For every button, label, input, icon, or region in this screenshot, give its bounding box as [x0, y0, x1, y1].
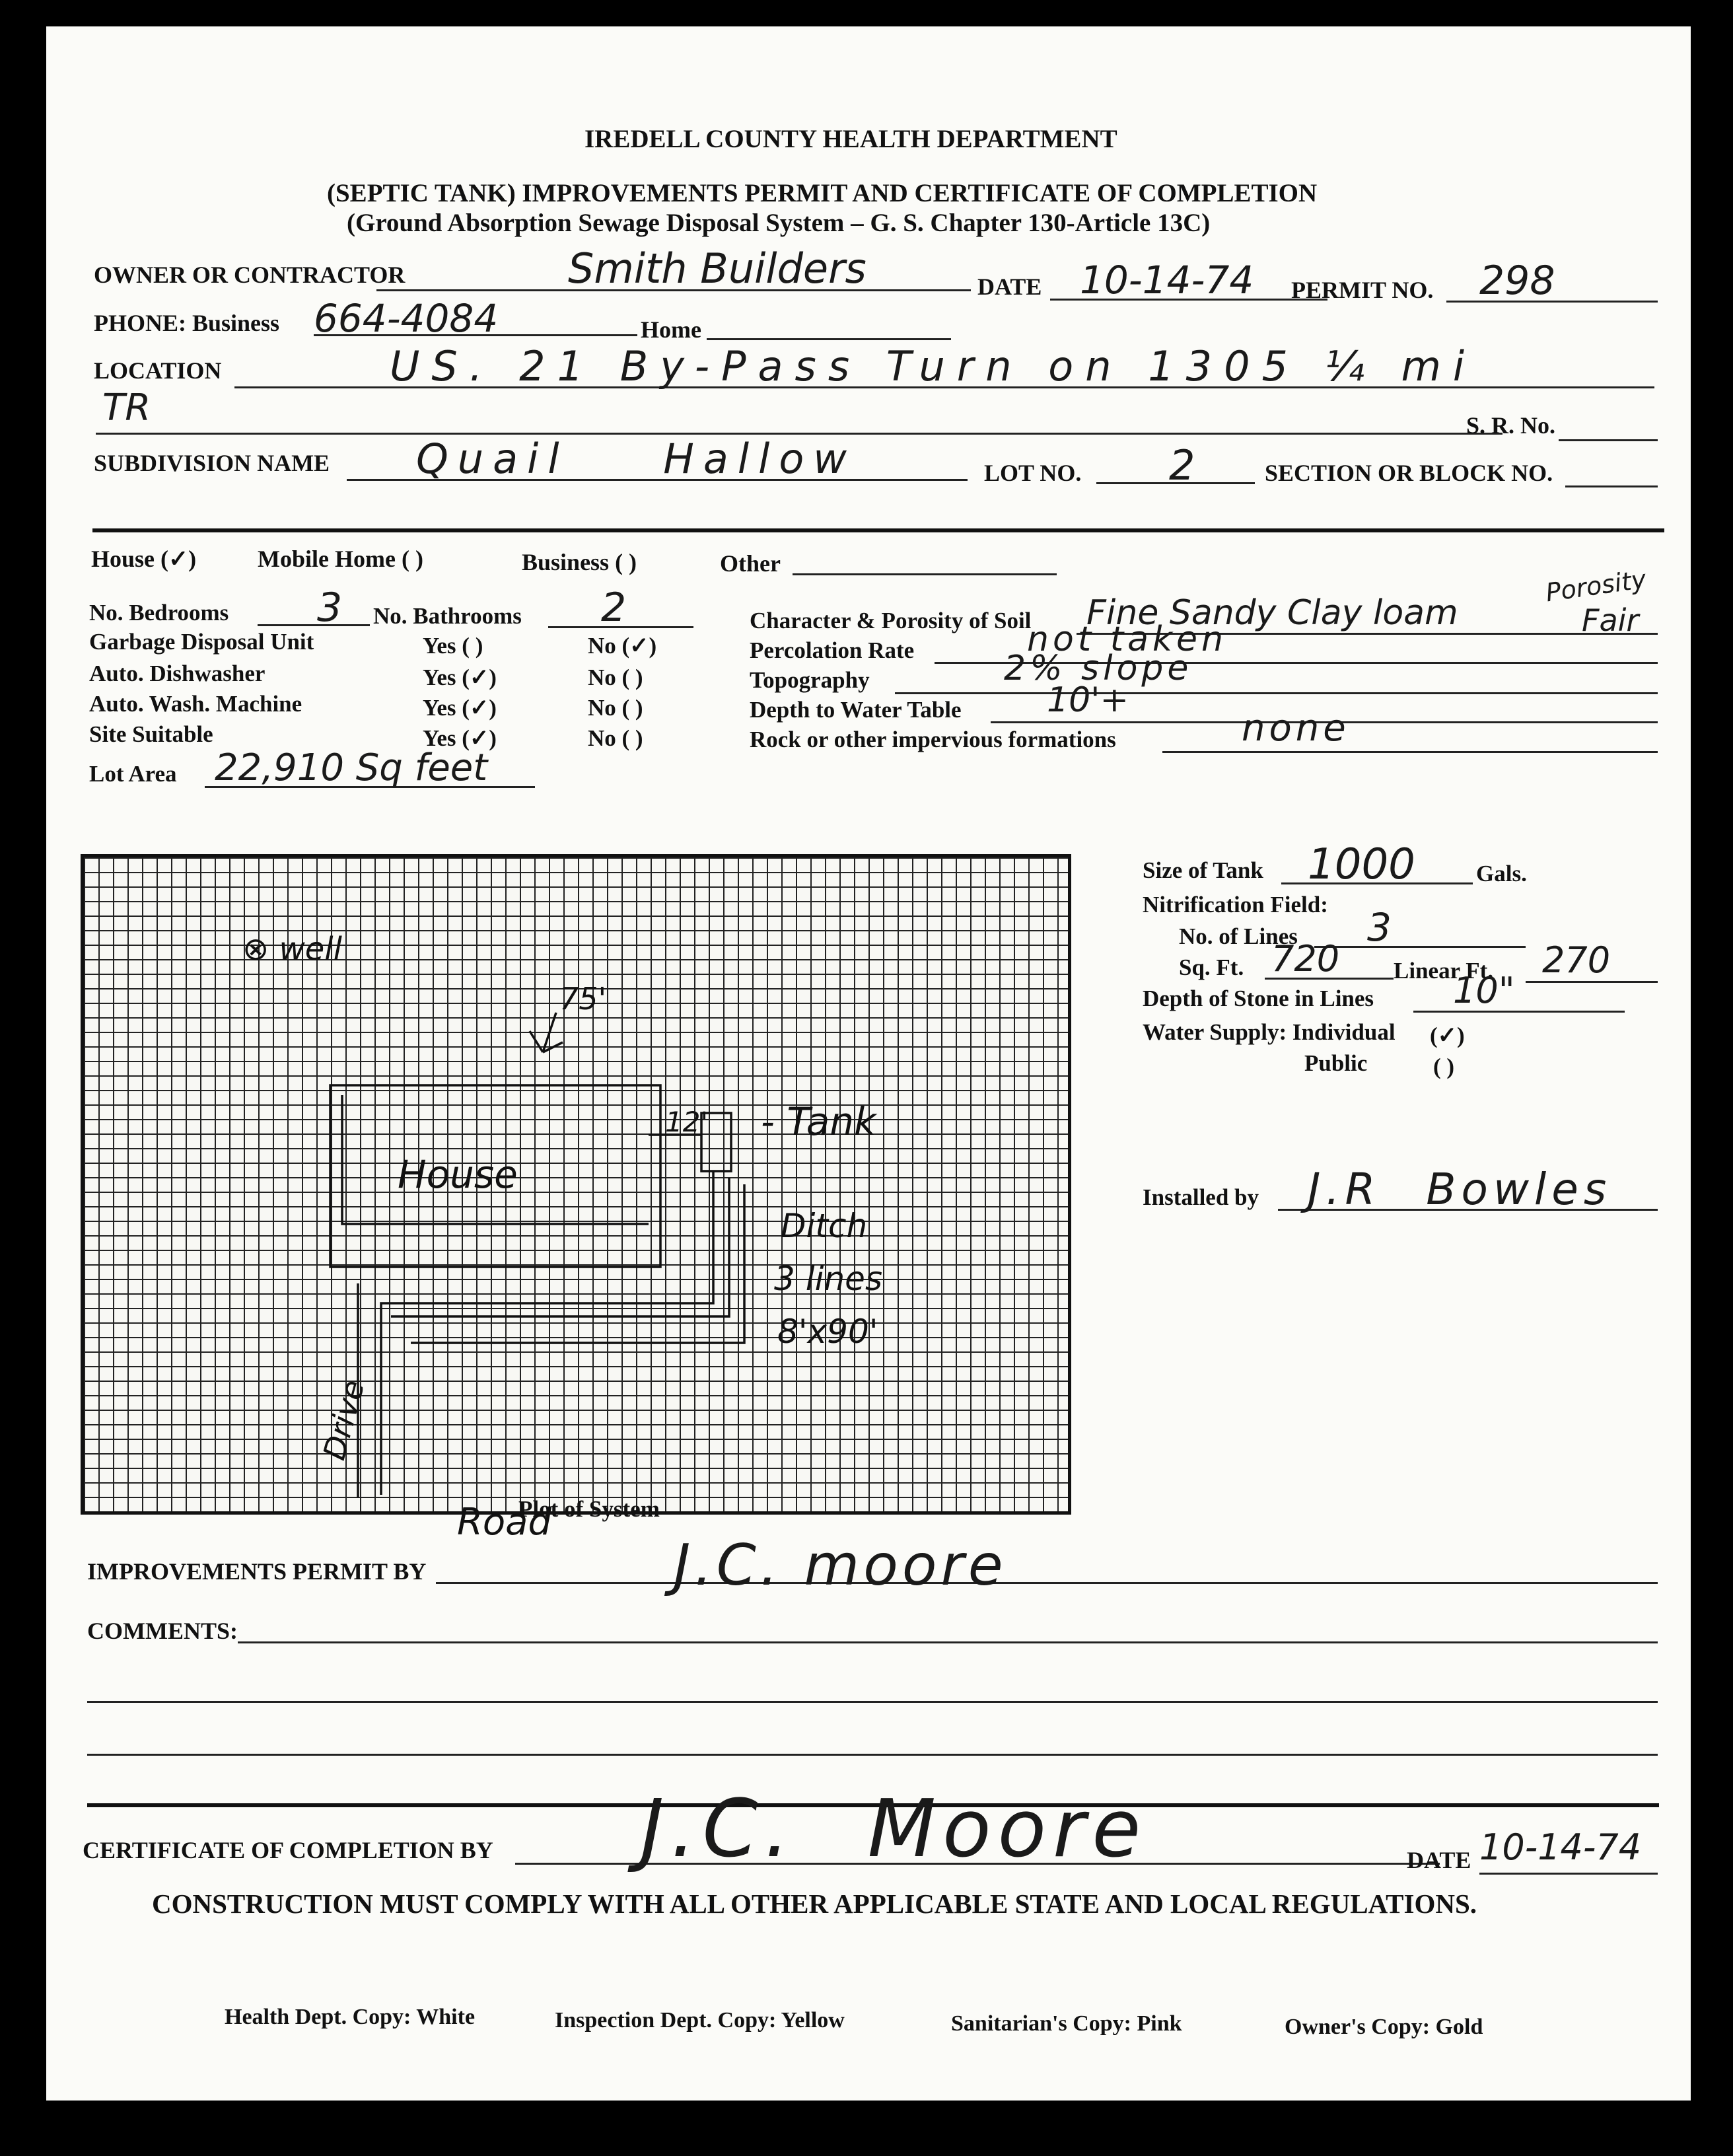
bathrooms-value: 2	[601, 585, 627, 631]
form-subtitle: (Ground Absorption Sewage Disposal System – G. S. Chapter 130-Article 13C)	[347, 209, 1211, 237]
dishwasher-no: No ( )	[588, 665, 643, 690]
installed-by-value: J.R Bowles	[1308, 1164, 1612, 1215]
lines-line	[1314, 946, 1526, 948]
mobile-home-option: Mobile Home ( )	[258, 546, 423, 572]
section-rule-1	[92, 528, 1664, 532]
public-value: ( )	[1433, 1054, 1455, 1079]
topography-value: 2% slope	[1004, 649, 1193, 688]
stone-depth-value: 10"	[1453, 970, 1515, 1011]
wash-machine-yes: Yes (✓)	[423, 695, 497, 721]
bedrooms-value: 3	[317, 585, 343, 631]
topography-label: Topography	[750, 667, 870, 693]
bathrooms-label: No. Bathrooms	[373, 603, 522, 629]
lot-area-value: 22,910 Sq feet	[215, 746, 488, 789]
permit-label: PERMIT NO.	[1291, 277, 1434, 303]
subdivision-value: Quail Hallow	[416, 435, 856, 483]
site-suitable-no: No ( )	[588, 725, 643, 751]
permit-value: 298	[1479, 258, 1555, 304]
home-line	[707, 338, 951, 340]
road-label: Road	[457, 1501, 552, 1544]
lot-label: LOT NO.	[984, 460, 1082, 486]
phone-value: 664-4084	[314, 296, 499, 341]
copy-owner: Owner's Copy: Gold	[1285, 2015, 1483, 2039]
certificate-label: CERTIFICATE OF COMPLETION BY	[83, 1837, 493, 1863]
garbage-disposal-no: No (✓)	[588, 633, 657, 659]
tank-label: - Tank	[761, 1099, 876, 1144]
owner-value: Smith Builders	[568, 244, 866, 293]
date-label: DATE	[977, 273, 1042, 300]
dim-arrow	[530, 1013, 563, 1052]
copy-sanitarian: Sanitarian's Copy: Pink	[951, 2011, 1182, 2036]
comments-line-3	[87, 1754, 1658, 1756]
bedrooms-line	[258, 624, 370, 626]
rock-line	[1162, 751, 1658, 753]
installed-by-label: Installed by	[1143, 1184, 1259, 1210]
tank-size-label: Size of Tank	[1143, 857, 1263, 883]
lines-label: No. of Lines	[1179, 923, 1298, 949]
sqft-label: Sq. Ft.	[1179, 954, 1244, 980]
driveway-label: Drive	[316, 1376, 372, 1464]
home-label: Home	[641, 316, 701, 343]
linear-line	[1526, 981, 1658, 983]
lot-area-label: Lot Area	[89, 761, 177, 787]
location-value-2: TR	[102, 386, 151, 429]
sr-label: S. R. No.	[1466, 412, 1556, 439]
location-label: LOCATION	[94, 357, 222, 384]
compliance-notice: CONSTRUCTION MUST COMPLY WITH ALL OTHER APPLICABLE STATE AND LOCAL REGULATIONS.	[152, 1888, 1477, 1919]
permit-by-label: IMPROVEMENTS PERMIT BY	[87, 1558, 427, 1585]
ditch-line-2	[391, 1178, 729, 1316]
soil-character-label: Character & Porosity of Soil	[750, 608, 1032, 633]
water-supply-label: Water Supply: Individual	[1143, 1019, 1396, 1045]
perc-rate-label: Percolation Rate	[750, 637, 915, 663]
soil-character-value: Fine Sandy Clay loam	[1086, 593, 1458, 633]
ditch-label-1: Ditch	[781, 1207, 868, 1245]
permit-by-line	[436, 1582, 1658, 1584]
wash-machine-no: No ( )	[588, 695, 643, 721]
plot-caption: Plot of System	[518, 1496, 660, 1522]
lines-value: 3	[1367, 905, 1392, 950]
dishwasher-yes: Yes (✓)	[423, 665, 497, 690]
wash-machine-label: Auto. Wash. Machine	[89, 691, 302, 717]
form-title: (SEPTIC TANK) IMPROVEMENTS PERMIT AND CERTIFICATE OF COMPLETION	[327, 179, 1318, 207]
well-label: ⊗ well	[242, 931, 342, 968]
subdivision-label: SUBDIVISION NAME	[94, 450, 330, 476]
permit-form	[46, 26, 1691, 2101]
dim-75-label: 75'	[559, 981, 607, 1017]
plot-drawing	[81, 854, 1071, 1544]
linear-label: Linear Ft.	[1394, 958, 1494, 984]
water-table-value: 10'+	[1047, 680, 1129, 720]
comments-label: COMMENTS:	[87, 1618, 238, 1644]
nitrification-label: Nitrification Field:	[1143, 892, 1328, 917]
site-suitable-yes: Yes (✓)	[423, 725, 497, 751]
rock-value: none	[1242, 707, 1350, 750]
ditch-line-1	[381, 1171, 713, 1495]
copy-health: Health Dept. Copy: White	[225, 2005, 476, 2029]
house-option: House (✓)	[91, 546, 197, 572]
water-supply-individual: (✓)	[1430, 1023, 1465, 1048]
ditch-label-3: 8'x90'	[777, 1312, 878, 1351]
site-suitable-label: Site Suitable	[89, 721, 213, 747]
stone-depth-label: Depth of Stone in Lines	[1143, 986, 1374, 1011]
other-option: Other	[720, 550, 781, 577]
sr-line	[1559, 439, 1658, 441]
cert-date-value: 10-14-74	[1479, 1826, 1642, 1868]
cert-date-label: DATE	[1407, 1847, 1471, 1873]
location-value: US. 21 By-Pass Turn on 1305 ¼ mi	[390, 342, 1477, 390]
porosity-note: Porosity	[1543, 564, 1648, 608]
comments-line-2	[87, 1701, 1658, 1703]
public-label: Public	[1304, 1050, 1368, 1076]
dim-12-label: 12'	[665, 1106, 708, 1138]
tank-size-value: 1000	[1308, 840, 1415, 889]
business-option: Business ( )	[522, 549, 637, 575]
certificate-signature: J.C. Moore	[641, 1783, 1148, 1875]
water-table-label: Depth to Water Table	[750, 697, 962, 723]
owner-label: OWNER OR CONTRACTOR	[94, 262, 406, 288]
copy-inspection: Inspection Dept. Copy: Yellow	[555, 2008, 845, 2032]
garbage-disposal-label: Garbage Disposal Unit	[89, 629, 314, 655]
perc-rate-value: not taken	[1027, 620, 1228, 659]
house-label: House	[398, 1152, 518, 1197]
sqft-value: 720	[1271, 938, 1340, 980]
section-label: SECTION OR BLOCK NO.	[1265, 460, 1553, 486]
lot-value: 2	[1169, 441, 1195, 489]
rock-label: Rock or other impervious formations	[750, 727, 1116, 752]
ditch-label-2: 3 lines	[774, 1260, 882, 1298]
comments-line-1	[238, 1641, 1658, 1643]
permit-by-signature: J.C. moore	[674, 1532, 1007, 1599]
cert-date-line	[1479, 1873, 1658, 1875]
ditch-line-3	[411, 1184, 744, 1343]
stone-depth-line	[1413, 1011, 1625, 1013]
section-line	[1565, 485, 1658, 487]
topography-line	[895, 692, 1658, 694]
agency-heading: IREDELL COUNTY HEALTH DEPARTMENT	[584, 125, 1117, 153]
soil-character-extra: Fair	[1582, 602, 1639, 638]
bedrooms-label: No. Bedrooms	[89, 600, 229, 626]
gals-label: Gals.	[1476, 861, 1527, 886]
date-value: 10-14-74	[1080, 258, 1254, 303]
linear-value: 270	[1542, 939, 1611, 981]
phone-label: PHONE: Business	[94, 310, 280, 336]
garbage-disposal-yes: Yes ( )	[423, 633, 483, 659]
other-line	[793, 573, 1057, 575]
dishwasher-label: Auto. Dishwasher	[89, 661, 265, 686]
